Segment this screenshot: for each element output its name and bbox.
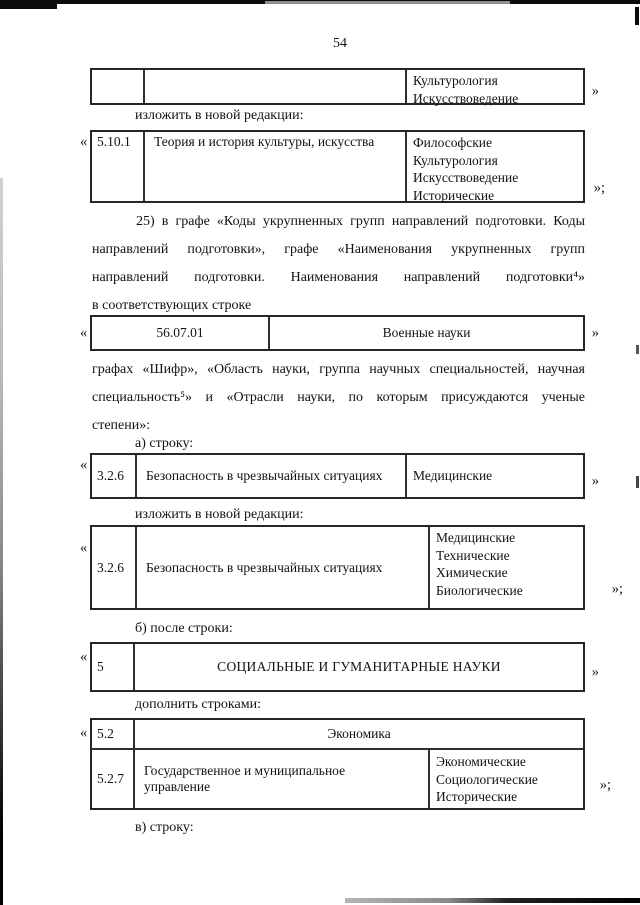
branch-line: Экономические — [436, 754, 526, 769]
table-cell-branches — [405, 132, 583, 201]
table-cell-code: 5 — [97, 659, 104, 674]
open-quote-mark: « — [80, 725, 88, 741]
table-row — [92, 720, 583, 748]
label-item-b: б) после строки: — [135, 621, 233, 636]
paragraph-line: графах «Шифр», «Область науки, группа научных специальностей, научная — [92, 362, 585, 377]
table-cell-name: Теория и история культуры, искусства — [143, 132, 405, 201]
table-cell-code: 5.2.7 — [97, 771, 124, 786]
open-quote-mark: « — [80, 649, 88, 665]
table-cell-name — [143, 70, 405, 103]
scan-artifact-right-mark — [636, 345, 639, 354]
open-quote-mark: « — [80, 325, 88, 341]
table-cell-code: 5.2 — [97, 726, 114, 741]
paragraph-line: направлений подготовки», графе «Наименования укрупненных групп — [92, 242, 585, 257]
label-item-v: в) строку: — [135, 820, 194, 835]
close-quote-mark: » — [591, 664, 599, 680]
label-item-a: а) строку: — [135, 436, 194, 451]
scan-artifact-top-left-blob — [0, 0, 57, 9]
branch-line: Технические — [436, 547, 510, 563]
branch-line: Биологические — [436, 582, 523, 598]
label-restate: изложить в новой редакции: — [135, 507, 304, 522]
branch-line: Социологические — [436, 771, 538, 787]
table-cell-name: СОЦИАЛЬНЫЕ И ГУМАНИТАРНЫЕ НАУКИ — [133, 644, 583, 690]
branch-line: Искусствоведение — [413, 170, 519, 185]
branch-line: Философские — [413, 135, 492, 150]
branch-line: Медицинские — [413, 468, 493, 484]
close-quote-mark: » — [591, 325, 599, 341]
table-row-56-07-01 — [80, 315, 599, 351]
branch-line: Культурология — [413, 152, 498, 168]
table-cell-name: Безопасность в чрезвычайных ситуациях — [135, 527, 428, 608]
open-quote-mark: « — [80, 134, 88, 150]
open-quote-mark: « — [80, 457, 88, 473]
paragraph-line: 25) в графе «Коды укрупненных групп направлений подготовки. Коды — [136, 214, 585, 229]
branch-line: Культурология — [413, 73, 498, 88]
branch-line: Исторические — [413, 187, 495, 203]
scan-artifact-left-line — [0, 178, 3, 905]
paragraph-line: специальность⁵» и «Отрасли науки, по которым присуждаются ученые — [92, 390, 585, 405]
table-cell-code: 5.10.1 — [97, 134, 131, 149]
paragraph-line: направлений подготовки. Наименования направлений подготовки⁴» — [92, 270, 585, 285]
table-row-3-2-6-old — [80, 453, 599, 499]
paragraph-line: степени»: — [92, 418, 151, 433]
table-cell-code: 3.2.6 — [97, 559, 124, 575]
paragraph-25 — [92, 208, 585, 320]
close-quote-mark: » — [591, 83, 599, 99]
table-cell-branches — [428, 750, 583, 808]
label-supplement: дополнить строками: — [135, 697, 261, 712]
scan-artifact-bottom-bar — [345, 898, 640, 903]
table-cell-name: Военные науки — [268, 317, 583, 349]
label-restate: изложить в новой редакции: — [135, 108, 304, 123]
open-quote-mark: « — [80, 540, 88, 556]
table-row-3-2-6-new — [80, 525, 623, 610]
table-cell-name: Экономика — [133, 720, 583, 748]
table-rows-5-2 — [80, 718, 611, 810]
table-row-5-social — [80, 642, 599, 692]
close-quote-mark: »; — [611, 581, 623, 597]
paragraph-line: в соответствующих строке — [92, 298, 252, 313]
table-cell-code: 3.2.6 — [97, 468, 124, 483]
table-cell-code — [92, 70, 143, 103]
close-quote-mark: »; — [599, 777, 611, 793]
scan-artifact-right-mark — [636, 476, 639, 488]
branch-line: Искусствоведение — [413, 90, 519, 106]
close-quote-mark: » — [591, 473, 599, 489]
branch-line: Исторические — [436, 789, 518, 804]
scan-artifact-top-bar-gray — [265, 1, 510, 4]
table-cell-branches — [428, 527, 583, 608]
branch-line: Химические — [436, 565, 508, 580]
table-fragment-culture — [90, 68, 599, 106]
branch-line: Медицинские — [436, 530, 516, 545]
close-quote-mark: »; — [593, 180, 605, 196]
table-cell-name: Безопасность в чрезвычайных ситуациях — [135, 455, 405, 497]
scan-artifact-right-tick — [635, 7, 639, 25]
table-cell-branches — [405, 70, 583, 106]
table-cell-name: Государственное и муниципальное управление — [133, 750, 428, 808]
table-row-5-10-1 — [80, 130, 605, 203]
table-cell-code: 56.07.01 — [156, 325, 204, 340]
paragraph-grafy — [92, 356, 585, 440]
table-row — [92, 748, 583, 808]
page-number: 54 — [333, 36, 347, 51]
table-cell-branches — [405, 455, 583, 497]
